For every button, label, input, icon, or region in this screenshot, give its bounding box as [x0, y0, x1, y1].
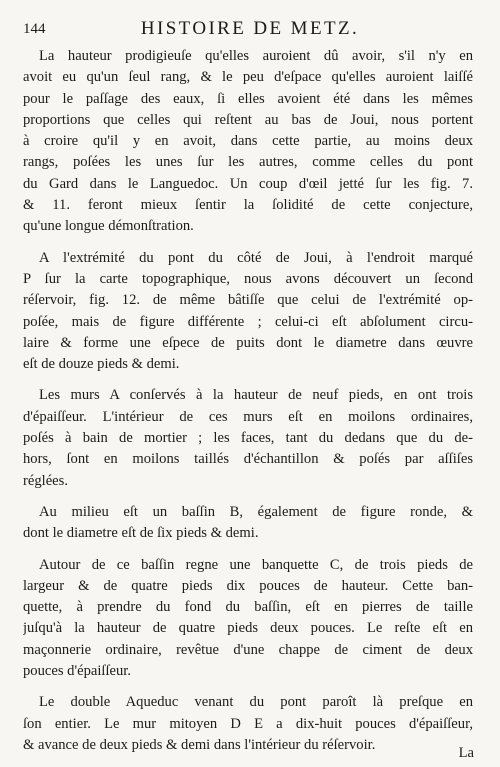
text-line: rangs, poſées les unes ſur les autres, comme celles du pont — [23, 154, 473, 171]
text-line: qu'une longue démonſtration. — [23, 218, 194, 235]
text-line: eſt de douze pieds & demi. — [23, 356, 180, 373]
text-line: largeur & de quatre pieds dix pouces de hauteur. Cette ban- — [23, 577, 473, 594]
text-line: quette, à prendre du fond du baſſin, eſt en pierres de taille — [23, 599, 473, 616]
text-line: juſqu'à la hauteur de quatre pieds deux pouces. Le reſte eſt en — [23, 620, 473, 637]
text-line: réſervoir, fig. 12. de même bâtiſſe que celui de l'extrémité op- — [23, 292, 473, 309]
paragraph — [23, 502, 473, 545]
paragraph — [23, 385, 473, 491]
text-line: poſée, mais de figure différente ; celui-ci eſt abſolument circu- — [23, 313, 473, 330]
page-header — [0, 18, 500, 42]
text-line: pour le paſſage des eaux, ſi elles avoient été dans les mêmes — [23, 90, 473, 107]
text-line: Autour de ce baſſin regne une banquette C, de trois pieds de — [39, 556, 473, 573]
catchword: La — [458, 745, 474, 761]
text-line: à croire qu'il y en avoit, dans cette partie, au moins deux — [23, 133, 473, 150]
text-line: laire & forme une eſpece de puits dont le diametre dans œuvre — [23, 334, 473, 351]
text-line: du Gard dans le Languedoc. Un coup d'œil jetté ſur les fig. 7. — [23, 175, 473, 192]
text-line: avoit eu qu'un ſeul rang, & le peu d'eſpace qu'elles auroient laiſſé — [23, 69, 473, 86]
text-line: Les murs A conſervés à la hauteur de neuf pieds, en ont trois — [39, 387, 473, 404]
text-line: La hauteur prodigieuſe qu'elles auroient dû avoir, s'il n'y en — [39, 48, 473, 64]
text-line: proportions que celles qui reſtent au bas de Joui, nous portent — [23, 111, 473, 128]
text-line: pouces d'épaiſſeur. — [23, 663, 131, 680]
text-line: maçonnerie ordinaire, revêtue d'une chappe de ciment de deux — [23, 641, 473, 658]
running-title: HISTOIRE DE METZ. — [140, 18, 360, 39]
text-line: Le double Aqueduc venant du pont paroît là preſque en — [39, 694, 473, 711]
paragraph — [23, 692, 473, 756]
text-line: dont le diametre eſt de ſix pieds & demi. — [23, 525, 259, 542]
text-line: réglées. — [23, 472, 68, 489]
text-line: d'épaiſſeur. L'intérieur de ces murs eſt en moilons ordinaires, — [23, 408, 473, 425]
text-line: P ſur la carte topographique, nous avons découvert un ſecond — [23, 270, 473, 287]
text-line: & 11. feront mieux ſentir la ſolidité de cette conjecture, — [23, 197, 473, 214]
text-line: hors, ſont en moilons taillés d'échantillon & poſés par aſſiſes — [23, 451, 473, 468]
text-line: A l'extrémité du pont du côté de Joui, à l'endroit marqué — [39, 249, 473, 266]
page-body — [23, 46, 473, 766]
text-line: Au milieu eſt un baſſin B, également de figure ronde, & — [39, 503, 473, 520]
paragraph — [23, 248, 473, 376]
paragraph — [23, 46, 473, 238]
page-number: 144 — [23, 21, 46, 37]
text-line: ſon entier. Le mur mitoyen D E a dix-huit pouces d'épaiſſeur, — [23, 715, 473, 732]
paragraph — [23, 555, 473, 683]
text-line: & avance de deux pieds & demi dans l'intérieur du réſervoir. — [23, 736, 376, 753]
text-line: poſés à bain de mortier ; les faces, tant du dedans que du de- — [23, 430, 473, 447]
